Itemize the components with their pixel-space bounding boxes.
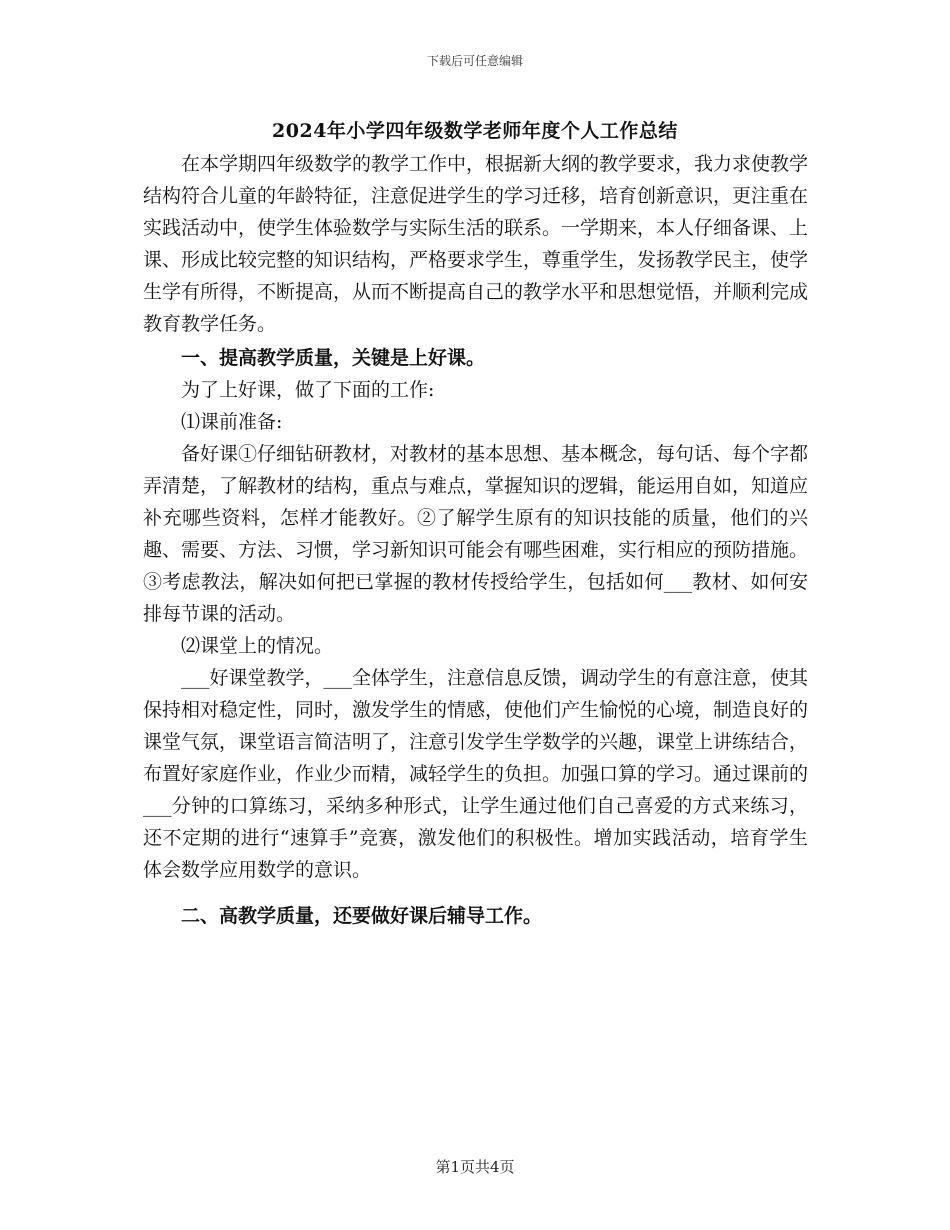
body-paragraph: 为了上好课，做了下面的工作:	[181, 379, 435, 401]
intro-paragraph: 在本学期四年级数学的教学工作中，根据新大纲的教学要求，我力求使教学结构符合儿童的年龄特征，注意促进学生的学习迁移，培育创新意识，更注重在实践活动中，使学生体验数学与实际生活的联系。一学期来，本人仔细备课、上课、形成比较完整的知识结构，严格要求学生，尊重学生，发扬教学民主，使学生学有所得，不断提高，从而不断提高自己的教学水平和思想觉悟，并顺利完成教育教学任务。	[143, 153, 809, 335]
section-heading-2: 二、高教学质量，还要做好课后辅导工作。	[181, 905, 543, 927]
page-header: 下载后可任意编辑	[426, 54, 523, 68]
subsection-heading-2: ⑵课堂上的情况。	[181, 635, 334, 657]
body-paragraph: 备好课①仔细钻研教材，对教材的基本思想、基本概念，每句话、每个字都弄清楚，了解教材的结构，重点与难点，掌握知识的逻辑，能运用自如，知道应补充哪些资料，怎样才能教好。②了解学生原有的知识技能的质量，他们的兴趣、需要、方法、习惯，学习新知识可能会有哪些困难，实行相应的预防措施。③考虑教法，解决如何把已掌握的教材传授给学生，包括如何___教材、如何安排每节课的活动。	[143, 443, 809, 625]
subsection-heading-1: ⑴课前准备:	[181, 411, 283, 433]
document-title: 2024年小学四年级数学老师年度个人工作总结	[272, 120, 678, 142]
page-number: 第1页共4页	[435, 1158, 515, 1176]
body-paragraph: ___好课堂教学，___全体学生，注意信息反馈，调动学生的有意注意，使其保持相对稳定性，同时，激发学生的情感，使他们产生愉悦的心境，制造良好的课堂气氛，课堂语言简洁明了，注意引发学生学数学的兴趣，课堂上讲练结合，布置好家庭作业，作业少而精，减轻学生的负担。加强口算的学习。通过课前的___分钟的口算练习，采纳多种形式，让学生通过他们自己喜爱的方式来练习，还不定期的进行“速算手”竞赛，激发他们的积极性。增加实践活动，培育学生体会数学应用数学的意识。	[143, 667, 809, 881]
document-body	[143, 148, 808, 932]
section-heading-1: 一、提高教学质量，关键是上好课。	[181, 347, 486, 369]
